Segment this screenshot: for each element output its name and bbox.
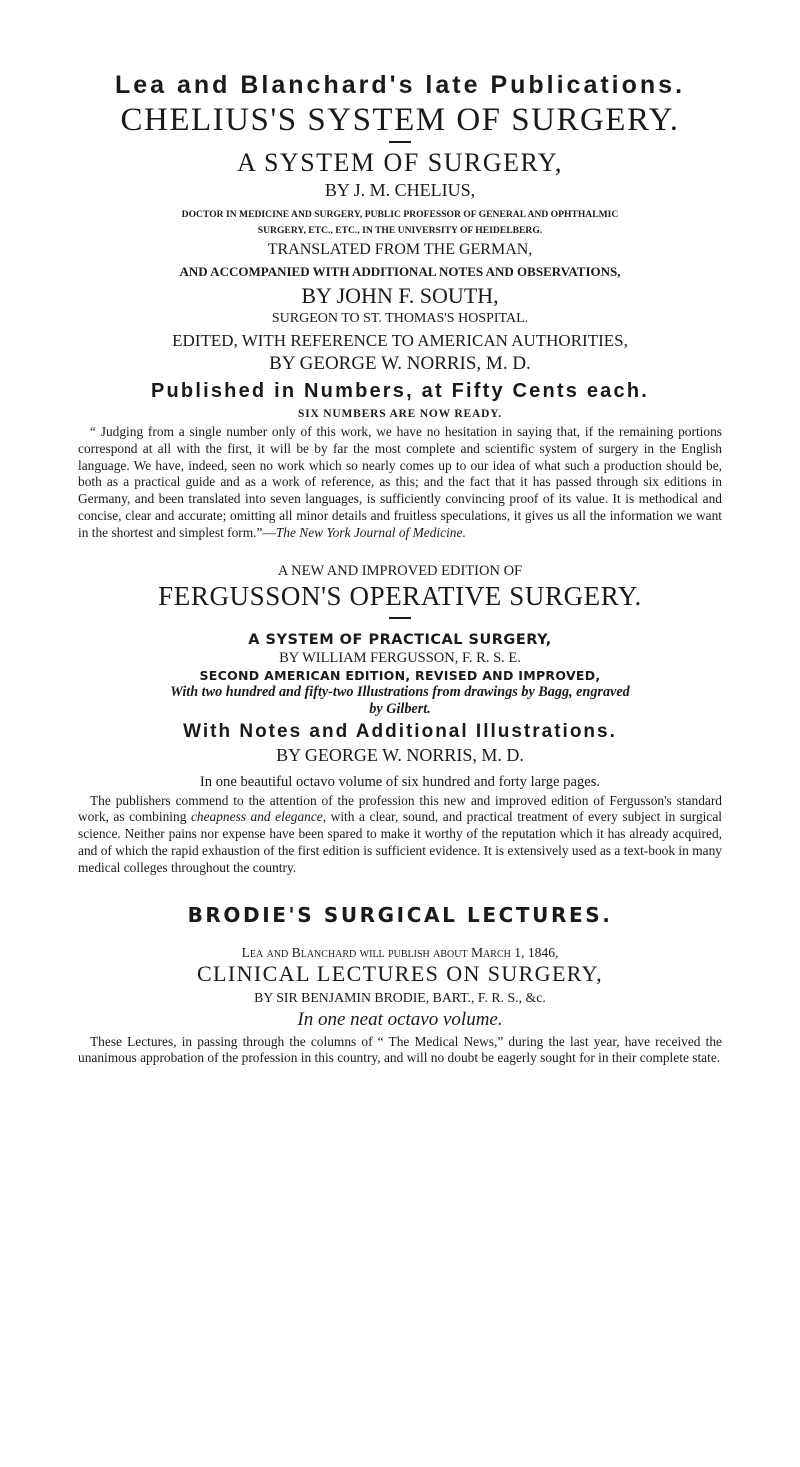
translated-from: TRANSLATED FROM THE GERMAN, (267, 241, 533, 258)
review-source: The New York Journal of Medicine. (275, 524, 466, 540)
clinical-lectures-title: CLINICAL LECTURES ON SURGERY, (196, 960, 604, 986)
brodie-announcement: Lea and Blanchard will publish about March 1, 1846, (241, 944, 559, 960)
chelius-credentials-line-1: DOCTOR IN MEDICINE AND SURGERY, PUBLIC PROFESSOR OF GENERAL AND OPHTHALMIC (181, 209, 619, 220)
brodie-author: BY SIR BENJAMIN BRODIE, BART., F. R. S., &c. (254, 989, 546, 1005)
editor-name: BY GEORGE W. NORRIS, M. D. (269, 353, 531, 374)
new-edition-intro: A NEW AND IMPROVED EDITION OF (277, 562, 523, 579)
chelius-title: A SYSTEM OF SURGERY, (237, 148, 563, 177)
publisher-commendation (78, 793, 722, 877)
fergusson-title: FERGUSSON'S OPERATIVE SURGERY. (158, 580, 642, 611)
commendation-emphasis: cheapness and elegance, (190, 809, 327, 825)
fergusson-edition: SECOND AMERICAN EDITION, REVISED AND IMPROVED, (199, 667, 601, 683)
divider-rule (389, 141, 411, 143)
accompanied-notes: AND ACCOMPANIED WITH ADDITIONAL NOTES AND OBSERVATIONS, (179, 264, 621, 279)
review-quote (78, 424, 722, 542)
translator-name: BY JOHN F. SOUTH, (301, 283, 499, 308)
review-text: “ Judging from a single number only of this work, we have no hesitation in saying that, if the remaining portions correspond at all with the first, it will be by far the most complete and scientific system of surgery in the English language. We have, indeed, seen no work which so nearly comes up to our idea of what such a production should be, both as a practical guide and as a work of reference, as this; and the fact that it has passed through six editions in Germany, and been translated into seven languages, is sufficiently convincing proof of its value. It is methodical and concise, clear and accurate; omitting all minor details and fruitless speculations, it gives us all the information we want in the shortest and simplest form.”— (78, 424, 722, 540)
section-title: CHELIUS'S SYSTEM OF SURGERY. (120, 102, 680, 138)
illustrations-line-2: by Gilbert. (369, 700, 431, 717)
brodie-heading: BRODIE'S SURGICAL LECTURES. (187, 902, 613, 927)
numbers-ready: SIX NUMBERS ARE NOW READY. (298, 408, 502, 420)
volume-description: In one beautiful octavo volume of six hundred and forty large pages. (199, 773, 601, 790)
chelius-author: BY J. M. CHELIUS, (324, 180, 476, 200)
divider-rule (389, 617, 411, 619)
illustrations-line-1: With two hundred and fifty-two Illustrations from drawings by Bagg, engraved (170, 683, 630, 700)
published-in-numbers: Published in Numbers, at Fifty Cents each. (150, 380, 650, 402)
edited-with-reference: EDITED, WITH REFERENCE TO AMERICAN AUTHORITIES, (172, 331, 628, 350)
notes-and-illustrations: With Notes and Additional Illustrations. (183, 720, 617, 742)
publisher-line: Lea and Blanchard's late Publications. (114, 71, 686, 99)
translator-role: SURGEON TO ST. THOMAS'S HOSPITAL. (271, 311, 529, 326)
commendation-text-b: with a clear, sound, and practical treatment of every subject in surgical science. Neither pains nor expense have been spared to make it worthy of the reputation which it has already acquired, and of which the rapid exhaustion of the first edition is sufficient evidence. It is extensively used as a text-book in many medical colleges throughout the country. (78, 809, 722, 875)
fergusson-subtitle: A SYSTEM OF PRACTICAL SURGERY, (248, 631, 552, 648)
commendation-text-a: The publishers commend to the attention of the profession this new and improved edition of Fergusson's standard work, as combining (78, 792, 722, 825)
brodie-description (78, 1034, 722, 1068)
chelius-credentials-line-2: SURGERY, ETC., ETC., IN THE UNIVERSITY OF HEIDELBERG. (257, 225, 543, 236)
brodie-description-text: These Lectures, in passing through the columns of “ The Medical News,” during the last year, have received the unanimous approbation of the profession in this country, and will no doubt be eagerly sought for in their complete state. (78, 1033, 722, 1066)
fergusson-editor: BY GEORGE W. NORRIS, M. D. (276, 744, 524, 765)
fergusson-author: BY WILLIAM FERGUSSON, F. R. S. E. (279, 649, 521, 666)
brodie-volume: In one neat octavo volume. (297, 1008, 503, 1030)
book-advertisement-page (0, 71, 800, 1467)
